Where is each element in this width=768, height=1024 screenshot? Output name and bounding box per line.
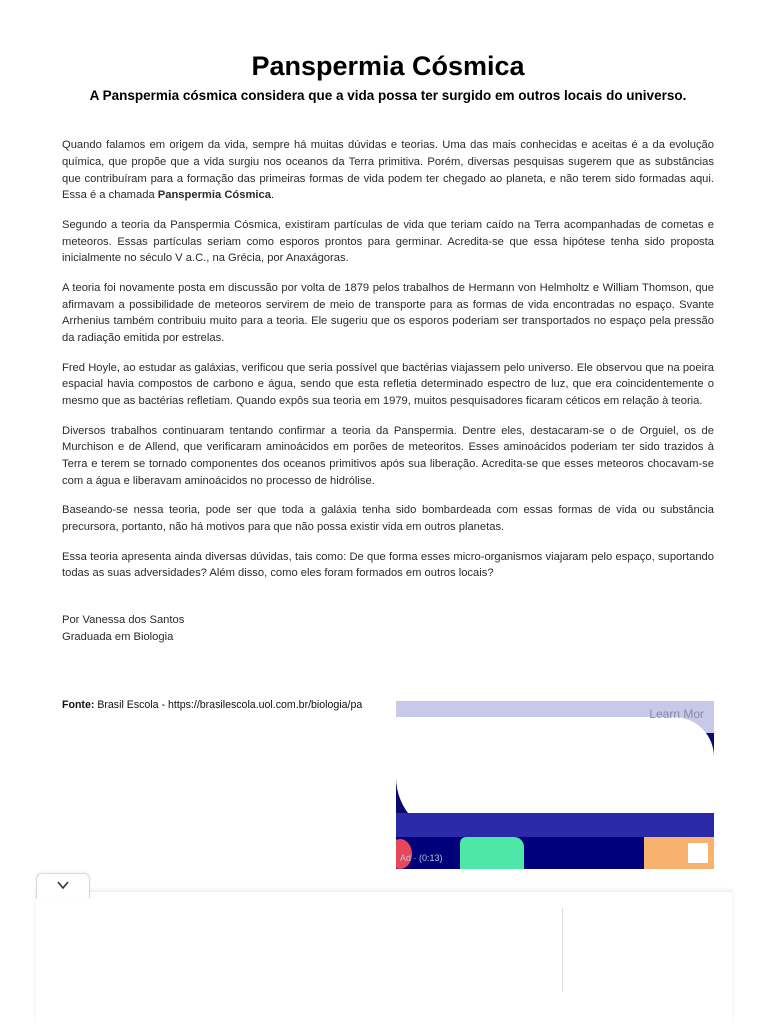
paragraph-6: Baseando-se nessa teoria, pode ser que toda a galáxia tenha sido bombardeada com essas formas de vida ou substância precursora, portanto, não há motivos para que não possa existir vida em outros planetas. [62, 504, 714, 534]
bottom-panel [36, 892, 732, 1024]
highlight-term: Panspermia Cósmica [157, 189, 271, 202]
paragraph-text: . [270, 189, 275, 202]
ad-decor [460, 837, 524, 869]
collapse-tab[interactable] [36, 873, 90, 898]
source-citation [62, 699, 362, 711]
ad-band [396, 813, 714, 837]
paragraph-text: Quando falamos em origem da vida, sempre há muitas dúvidas e teorias. Uma das mais conhecidas e aceitas é a da evolução química, que propõe que a vida surgiu nos oceanos da Terra primitiva. Porém, diversas pesquisas sugerem que as substâncias que contribuíram para a formação das primeiras formas de vida podem ter chegado ao planeta, e não terem sido formadas aqui. Essa é a chamada [62, 139, 714, 202]
ad-fullscreen-button[interactable] [688, 843, 708, 863]
paragraph-1 [62, 137, 714, 204]
video-ad[interactable] [396, 701, 714, 869]
ad-timer: Ad · (0:13) [400, 853, 443, 863]
chevron-down-icon[interactable] [56, 878, 70, 892]
article-title: Panspermia Cósmica [251, 51, 525, 81]
paragraph-3: A teoria foi novamente posta em discussão por volta de 1879 pelos trabalhos de Hermann von Helmholtz e William Thomson, que afirmavam a possibilidade de meteoros servirem de meio de transporte para as formas de vida encontradas no espaço. Svante Arrhenius também contribuiu muito para a teoria. Ele sugeriu que os esporos poderiam ser transportados no espaço pela pressão da radiação emitida por estrelas. [62, 281, 714, 345]
paragraph-4: Fred Hoyle, ao estudar as galáxias, verificou que seria possível que bactérias viajassem pelo universo. Ele observou que na poeira espacial havia compostos de carbono e água, sendo que esta refletia determinado espectro de luz, que era coincidentemente o mesmo que as bactérias refletiam. Quando expôs sua teoria em 1979, muitos pesquisadores ficaram céticos em relação à teoria. [62, 361, 714, 408]
paragraph-2: Segundo a teoria da Panspermia Cósmica, existiram partículas de vida que teriam caído na Terra acompanhadas de cometas e meteoros. Essas partículas seriam como esporos prontos para germinar. Acredita-se que essa hipótese tenha sido proposta inicialmente no século V a.C., na Grécia, por Anaxágoras. [62, 218, 714, 265]
author-name: Por Vanessa dos Santos [62, 614, 185, 627]
author-title: Graduada em Biologia [62, 631, 174, 644]
source-label: Fonte: [62, 699, 95, 711]
ad-learn-more-link[interactable]: Learn Mor [649, 707, 704, 721]
article-body [62, 137, 714, 582]
author-block [62, 612, 714, 646]
article-subtitle: A Panspermia cósmica considera que a vida possa ter surgido em outros locais do universo. [89, 88, 687, 103]
source-link[interactable]: Brasil Escola - https://brasilescola.uol.com.br/biologia/pa [94, 699, 363, 711]
panel-divider [562, 908, 563, 992]
article [62, 48, 714, 646]
paragraph-7: Essa teoria apresenta ainda diversas dúvidas, tais como: De que forma esses micro-organismos viajaram pelo espaço, suportando todas as suas adversidades? Além disso, como eles foram formados em outros locais? [62, 550, 714, 580]
paragraph-5: Diversos trabalhos continuaram tentando confirmar a teoria da Panspermia. Dentre eles, destacaram-se o de Orguiel, os de Murchison e de Allend, que verificaram aminoácidos em porões de meteoritos. Esses aminoácidos poderiam ter sido trazidos à Terra e terem se tornado componentes dos oceanos primitivos após sua liberação. Acredita-se que esses meteoros chocavam-se com a água e liberavam aminoácidos no processo de hidrólise. [62, 424, 714, 487]
